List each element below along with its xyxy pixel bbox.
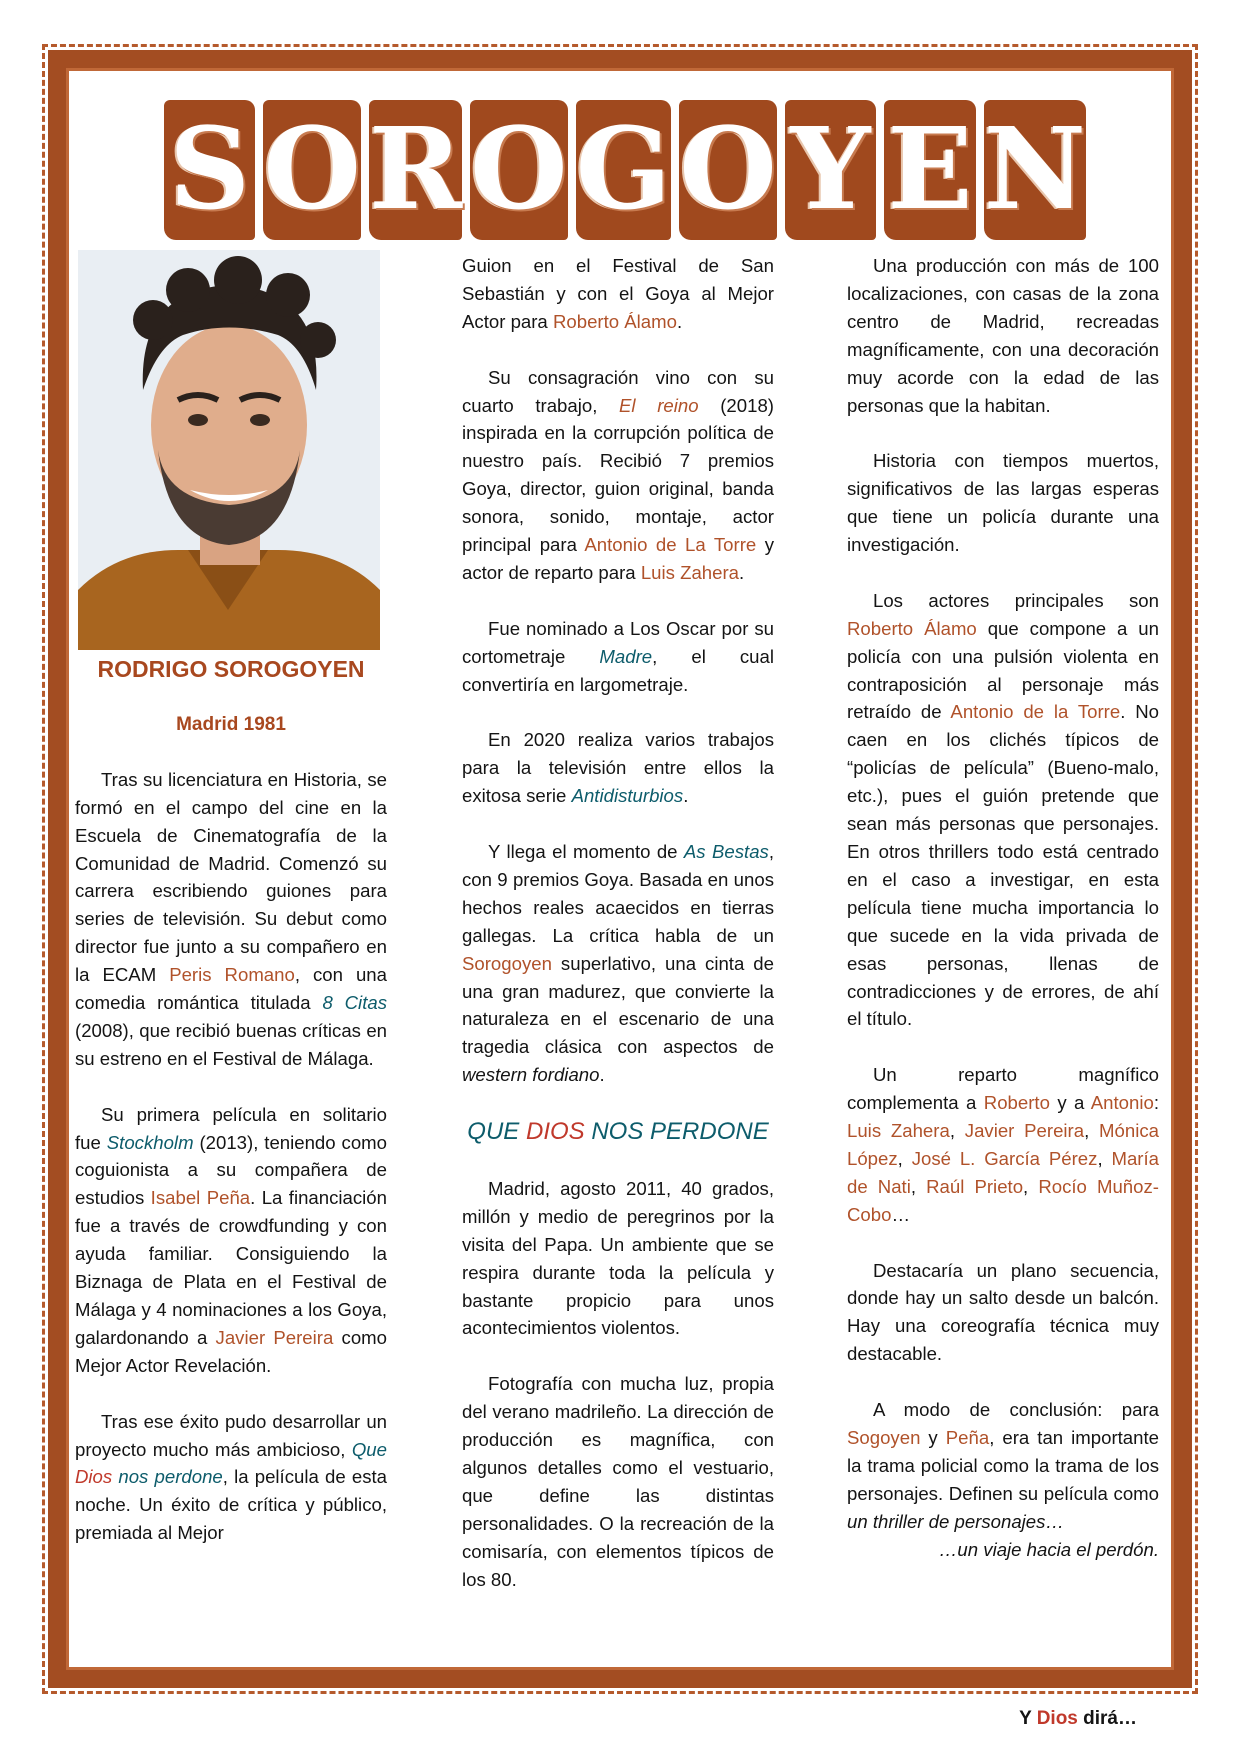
body-paragraph: Destacaría un plano secuencia, donde hay un salto desde un balcón. Hay una coreografía técnica muy destacable.: [847, 1259, 1159, 1365]
body-paragraph: Su consagración vino con su cuarto trabajo, El reino (2018) inspirada en la corrupción política de nuestro país. Recibió 7 premios Goya, director, guion original, banda sonora, sonido, montaje, actor principal para Antonio de La Torre y actor de reparto para Luis Zahera.: [462, 366, 774, 583]
column-3: [847, 252, 1159, 1591]
bio-paragraph: Su primera película en solitario fue Stockholm (2013), teniendo como coguionista a su compañera de estudios Isabel Peña. La financiación fue a través de crowdfunding y con ayuda familiar. Consiguiendo la Biznaga de Plata en el Festival de Málaga y 4 nominaciones a los Goya, galardonando a Javier Pereira como Mejor Actor Revelación.: [75, 1103, 387, 1376]
page-title: [160, 100, 1090, 240]
body-paragraph: Madrid, agosto 2011, 40 grados, millón y medio de peregrinos por la visita del Papa. Un ambiente que se respira durante toda la película y bastante propicio para unos acontecimientos violentos.: [462, 1177, 774, 1339]
closing-line: …un viaje hacia el perdón.: [938, 1538, 1159, 1560]
director-photo: [78, 250, 380, 650]
body-paragraph: Los actores principales son Roberto Álamo que compone a un policía con una pulsión violenta en contraposición al personaje más retraído de Antonio de la Torre. No caen en los clichés típicos de “policías de película” (Bueno-malo, etc.), pues el guión pretende que sean más personas que personajes. En otros thrillers todo está centrado en el caso a investigar, en esta película tiene mucha importancia lo que sucede en la vida privada de esas personas, llenas de contradicciones y de errores, de ahí el título.: [847, 589, 1159, 1030]
body-paragraph: Historia con tiempos muertos, significativos de las largas esperas que tiene un policía durante una investigación.: [847, 450, 1159, 556]
title-letter: O: [263, 100, 361, 240]
body-paragraph: Una producción con más de 100 localizaciones, con casas de la zona centro de Madrid, recreadas magníficamente, con una decoración muy acorde con la edad de las personas que la habitan.: [847, 255, 1159, 416]
title-letter: O: [679, 100, 777, 240]
portrait-image: [78, 250, 380, 650]
footer-tagline: Y Dios dirá…: [1019, 1708, 1137, 1729]
title-letter: E: [884, 100, 975, 240]
title-letter: S: [164, 100, 255, 240]
title-letter: Y: [785, 100, 876, 240]
bio-paragraph: Tras su licenciatura en Historia, se formó en el campo del cine en la Escuela de Cinematografía de la Comunidad de Madrid. Comenzó su carrera escribiendo guiones para series de televisión. Su debut como director fue junto a su compañero en la ECAM Peris Romano, con una comedia romántica titulada 8 Citas (2008), que recibió buenas críticas en su estreno en el Festival de Málaga.: [75, 768, 387, 1069]
body-paragraph: A modo de conclusión: para Sogoyen y Peña, era tan importante la trama policial como la trama de los personajes. Definen su película como un thriller de personajes…: [847, 1399, 1159, 1532]
director-name: RODRIGO SOROGOYEN: [97, 656, 365, 682]
column-1: [75, 654, 387, 1575]
column-2: [462, 252, 774, 1621]
title-letter: O: [470, 100, 568, 240]
body-paragraph: Fotografía con mucha luz, propia del verano madrileño. La dirección de producción es magnífica, con algunos detalles como el vestuario, que define las distintas personalidades. O la recreación de la comisaría, con elementos típicos de los 80.: [462, 1373, 774, 1590]
body-paragraph: Fue nominado a Los Oscar por su cortometraje Madre, el cual convertiría en largometraje.: [462, 617, 774, 695]
body-paragraph: Guion en el Festival de San Sebastián y con el Goya al Mejor Actor para Roberto Álamo.: [462, 255, 774, 332]
body-paragraph: Un reparto magnífico complementa a Roberto y a Antonio: Luis Zahera, Javier Pereira, Mónica López, José L. García Pérez, María de Nati, Raúl Prieto, Rocío Muñoz-Cobo…: [847, 1064, 1159, 1225]
bio-paragraph: Tras ese éxito pudo desarrollar un proyecto mucho más ambicioso, Que Dios nos perdone, la película de esta noche. Un éxito de crítica y público, premiada al Mejor: [75, 1410, 387, 1544]
body-paragraph: Y llega el momento de As Bestas, con 9 premios Goya. Basada en unos hechos reales acaecidos en tierras gallegas. La crítica habla de un Sorogoyen superlativo, una cinta de una gran madurez, que convierte la naturaleza en el escenario de una tragedia clásica con aspectos de western fordiano.: [462, 840, 774, 1086]
title-letter: R: [369, 100, 462, 240]
director-birth: Madrid 1981: [176, 713, 286, 735]
title-letter: N: [984, 100, 1086, 240]
title-letter: G: [576, 100, 672, 240]
section-title: QUE DIOS NOS PERDONE: [467, 1118, 769, 1146]
body-paragraph: En 2020 realiza varios trabajos para la televisión entre ellos la exitosa serie Antidisturbios.: [462, 729, 774, 807]
